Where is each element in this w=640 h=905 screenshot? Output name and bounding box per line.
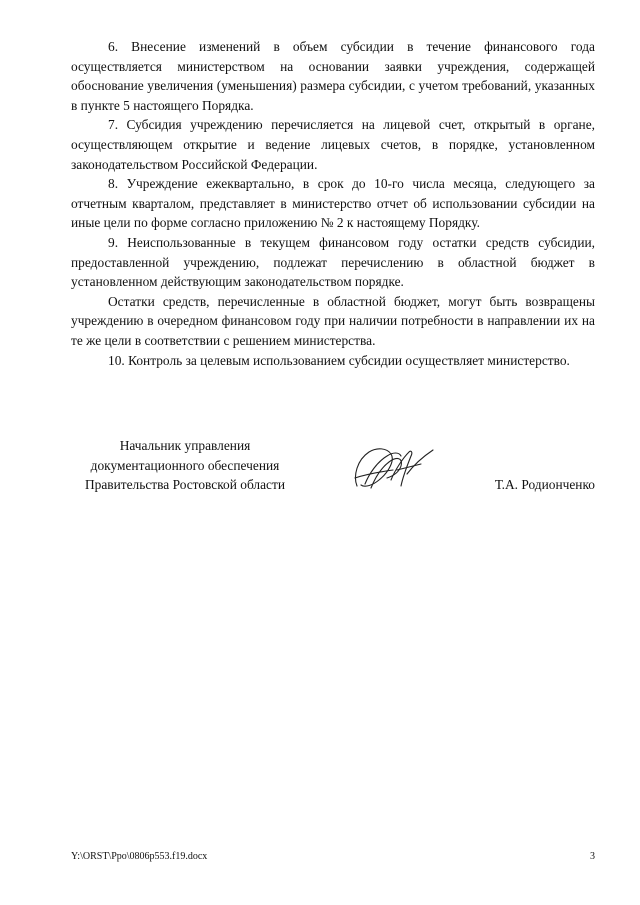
signature-block [71,436,595,506]
signer-position [71,436,299,495]
signer-position-line: документационного обеспечения [90,457,280,473]
paragraph-item-6: 6. Внесение изменений в объем субсидии в течение финансового года осуществляется министерством на основании заявки учреждения, содержащей обоснование увеличения (уменьшения) размера субсидии, с учетом требований, указанных в пункте 5 настоящего Порядка. [71,39,595,113]
signer-position-line: Начальник управления [119,438,251,453]
paragraph-item-7: 7. Субсидия учреждению перечисляется на лицевой счет, открытый в органе, осуществляющем открытие и ведение лицевых счетов, в порядке, установленном законодательством Российской Федерации. [71,117,595,172]
handwritten-signature [347,440,437,496]
paragraph-item-9-continued: Остатки средств, перечисленные в областной бюджет, могут быть возвращены учреждению в очередном финансовом году при наличии потребности в направлении их на те же цели в соответствии с решением министерства. [71,293,595,348]
signer-name: Т.А. Родионченко [494,477,595,492]
document-body [71,37,595,370]
paragraph-item-8: 8. Учреждение ежеквартально, в срок до 10-го числа месяца, следующего за отчетным кварталом, представляет в министерство отчет об использовании субсидии на иные цели по форме согласно приложению № 2 к настоящему Порядку. [71,176,595,231]
file-path: Y:\ORST\Ppo\0806p553.f19.docx [71,851,208,862]
page-number: 3 [590,851,595,862]
paragraph-item-10: 10. Контроль за целевым использованием субсидии осуществляет министерство. [108,352,570,368]
signer-position-line: Правительства Ростовской области [84,477,286,493]
paragraph-item-9: 9. Неиспользованные в текущем финансовом году остатки средств субсидии, предоставленной учреждению, подлежат перечислению в областной бюджет в установленном действующим законодательством порядке. [71,234,595,290]
